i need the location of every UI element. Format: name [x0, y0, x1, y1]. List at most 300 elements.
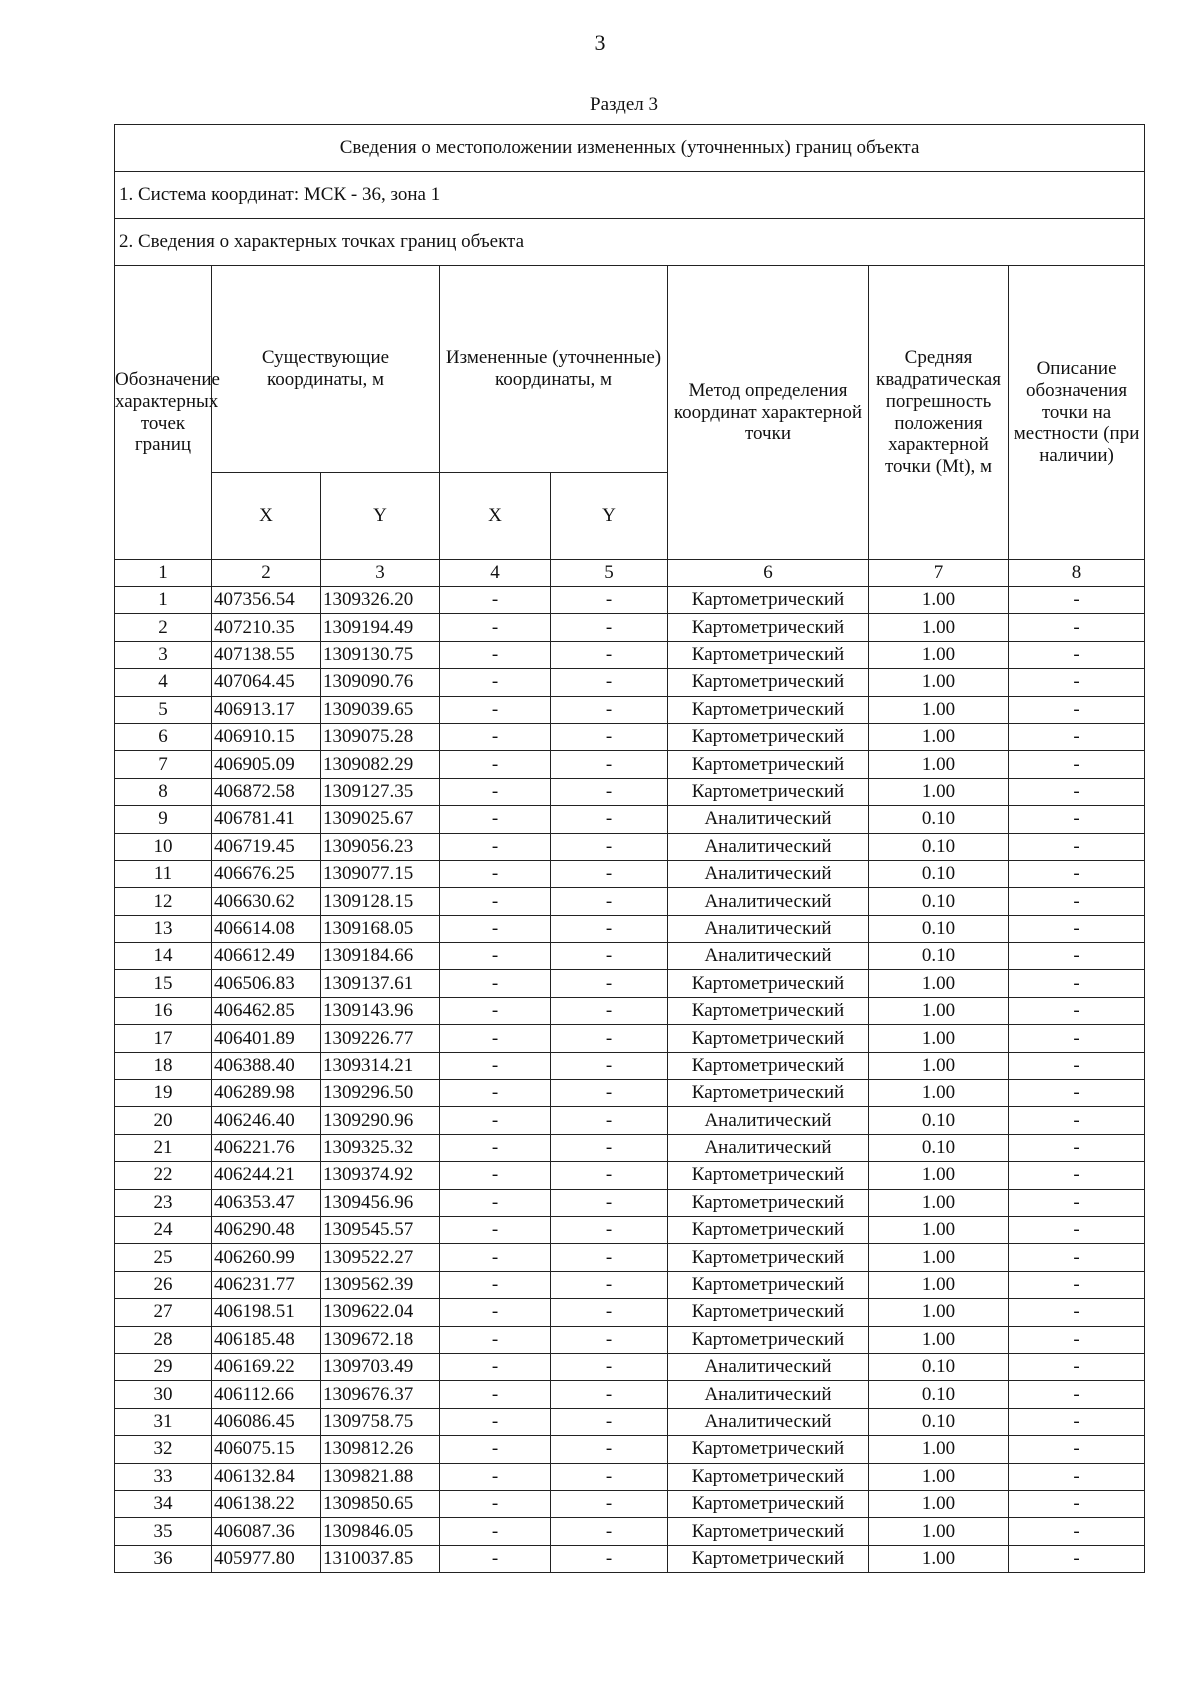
- cell-existing-y: 1309703.49: [321, 1353, 440, 1380]
- cell-changed-x: -: [440, 915, 551, 942]
- cell-existing-x: 406221.76: [212, 1134, 321, 1161]
- cell-changed-x: -: [440, 1107, 551, 1134]
- header-existing-y: Y: [321, 473, 440, 560]
- table-row: [115, 1244, 1145, 1271]
- cell-changed-y: -: [551, 696, 668, 723]
- cell-error-mt: 0.10: [869, 1353, 1009, 1380]
- cell-changed-x: -: [440, 1189, 551, 1216]
- cell-point-number: 2: [115, 614, 212, 641]
- cell-method: Картометрический: [668, 1025, 869, 1052]
- cell-error-mt: 0.10: [869, 860, 1009, 887]
- cell-method: Аналитический: [668, 1134, 869, 1161]
- section-title: Раздел 3: [590, 94, 658, 115]
- cell-error-mt: 1.00: [869, 997, 1009, 1024]
- cell-existing-y: 1309374.92: [321, 1162, 440, 1189]
- cell-existing-y: 1309075.28: [321, 723, 440, 750]
- cell-method: Картометрический: [668, 970, 869, 997]
- column-number: 1: [115, 560, 212, 587]
- table-row: [115, 1052, 1145, 1079]
- cell-changed-y: -: [551, 1436, 668, 1463]
- column-number: 5: [551, 560, 668, 587]
- cell-error-mt: 0.10: [869, 1408, 1009, 1435]
- points-caption: 2. Сведения о характерных точках границ объекта: [115, 219, 1145, 266]
- cell-existing-y: 1309622.04: [321, 1299, 440, 1326]
- table-row: [115, 1436, 1145, 1463]
- cell-existing-y: 1309090.76: [321, 669, 440, 696]
- coord-system-row: [115, 172, 1145, 219]
- cell-error-mt: 1.00: [869, 1545, 1009, 1572]
- table-row: [115, 833, 1145, 860]
- cell-changed-y: -: [551, 943, 668, 970]
- cell-error-mt: 0.10: [869, 833, 1009, 860]
- column-numbers-row: [115, 560, 1145, 587]
- cell-point-number: 6: [115, 723, 212, 750]
- cell-existing-y: 1309314.21: [321, 1052, 440, 1079]
- cell-existing-x: 406169.22: [212, 1353, 321, 1380]
- cell-method: Картометрический: [668, 997, 869, 1024]
- cell-error-mt: 0.10: [869, 943, 1009, 970]
- cell-existing-x: 406872.58: [212, 778, 321, 805]
- cell-description: -: [1009, 915, 1145, 942]
- table-row: [115, 1299, 1145, 1326]
- cell-error-mt: 1.00: [869, 1025, 1009, 1052]
- cell-method: Картометрический: [668, 1463, 869, 1490]
- cell-changed-x: -: [440, 1271, 551, 1298]
- cell-point-number: 27: [115, 1299, 212, 1326]
- cell-changed-x: -: [440, 1052, 551, 1079]
- cell-point-number: 11: [115, 860, 212, 887]
- cell-method: Картометрический: [668, 641, 869, 668]
- cell-error-mt: 1.00: [869, 723, 1009, 750]
- cell-existing-x: 406719.45: [212, 833, 321, 860]
- table-row: [115, 1490, 1145, 1517]
- cell-description: -: [1009, 943, 1145, 970]
- cell-existing-y: 1309128.15: [321, 888, 440, 915]
- cell-description: -: [1009, 833, 1145, 860]
- cell-point-number: 9: [115, 806, 212, 833]
- cell-changed-y: -: [551, 1353, 668, 1380]
- table-row: [115, 1545, 1145, 1572]
- cell-description: -: [1009, 669, 1145, 696]
- cell-changed-x: -: [440, 614, 551, 641]
- table-row: [115, 1162, 1145, 1189]
- cell-method: Аналитический: [668, 915, 869, 942]
- cell-point-number: 35: [115, 1518, 212, 1545]
- cell-changed-y: -: [551, 1463, 668, 1490]
- cell-changed-x: -: [440, 1134, 551, 1161]
- cell-changed-y: -: [551, 1271, 668, 1298]
- table-row: [115, 723, 1145, 750]
- table-row: [115, 1408, 1145, 1435]
- cell-changed-y: -: [551, 997, 668, 1024]
- cell-error-mt: 1.00: [869, 1244, 1009, 1271]
- cell-existing-x: 407210.35: [212, 614, 321, 641]
- table-row: [115, 970, 1145, 997]
- cell-description: -: [1009, 1545, 1145, 1572]
- cell-error-mt: 1.00: [869, 1490, 1009, 1517]
- cell-changed-y: -: [551, 1025, 668, 1052]
- cell-changed-y: -: [551, 1490, 668, 1517]
- cell-description: -: [1009, 587, 1145, 614]
- cell-changed-y: -: [551, 669, 668, 696]
- cell-description: -: [1009, 860, 1145, 887]
- header-existing-x: X: [212, 473, 321, 560]
- cell-error-mt: 0.10: [869, 1381, 1009, 1408]
- cell-point-number: 25: [115, 1244, 212, 1271]
- cell-point-number: 36: [115, 1545, 212, 1572]
- cell-point-number: 7: [115, 751, 212, 778]
- cell-changed-y: -: [551, 1381, 668, 1408]
- cell-description: -: [1009, 1107, 1145, 1134]
- cell-changed-x: -: [440, 833, 551, 860]
- cell-method: Аналитический: [668, 1408, 869, 1435]
- cell-description: -: [1009, 806, 1145, 833]
- cell-point-number: 17: [115, 1025, 212, 1052]
- cell-existing-y: 1309821.88: [321, 1463, 440, 1490]
- cell-changed-x: -: [440, 1518, 551, 1545]
- cell-existing-y: 1310037.85: [321, 1545, 440, 1572]
- table-caption-row: [115, 125, 1145, 172]
- cell-error-mt: 0.10: [869, 1134, 1009, 1161]
- cell-method: Аналитический: [668, 833, 869, 860]
- cell-existing-x: 406614.08: [212, 915, 321, 942]
- cell-existing-y: 1309812.26: [321, 1436, 440, 1463]
- table-row: [115, 1381, 1145, 1408]
- cell-changed-y: -: [551, 1408, 668, 1435]
- cell-method: Картометрический: [668, 1490, 869, 1517]
- cell-existing-x: 406244.21: [212, 1162, 321, 1189]
- cell-changed-x: -: [440, 1353, 551, 1380]
- cell-changed-x: -: [440, 1216, 551, 1243]
- cell-existing-y: 1309758.75: [321, 1408, 440, 1435]
- cell-changed-y: -: [551, 751, 668, 778]
- cell-description: -: [1009, 997, 1145, 1024]
- cell-point-number: 19: [115, 1080, 212, 1107]
- cell-point-number: 32: [115, 1436, 212, 1463]
- cell-existing-y: 1309056.23: [321, 833, 440, 860]
- cell-existing-x: 406676.25: [212, 860, 321, 887]
- cell-existing-x: 405977.80: [212, 1545, 321, 1572]
- header-changed-y: Y: [551, 473, 668, 560]
- cell-existing-y: 1309456.96: [321, 1189, 440, 1216]
- cell-point-number: 28: [115, 1326, 212, 1353]
- cell-changed-y: -: [551, 888, 668, 915]
- cell-error-mt: 1.00: [869, 1271, 1009, 1298]
- cell-existing-x: 406185.48: [212, 1326, 321, 1353]
- cell-point-number: 15: [115, 970, 212, 997]
- cell-changed-x: -: [440, 1381, 551, 1408]
- cell-method: Картометрический: [668, 1326, 869, 1353]
- cell-changed-y: -: [551, 1518, 668, 1545]
- cell-changed-x: -: [440, 723, 551, 750]
- cell-existing-x: 406075.15: [212, 1436, 321, 1463]
- cell-existing-y: 1309082.29: [321, 751, 440, 778]
- table-row: [115, 1080, 1145, 1107]
- cell-existing-x: 406132.84: [212, 1463, 321, 1490]
- column-number: 4: [440, 560, 551, 587]
- cell-changed-x: -: [440, 1326, 551, 1353]
- cell-description: -: [1009, 1080, 1145, 1107]
- cell-description: -: [1009, 614, 1145, 641]
- cell-changed-x: -: [440, 1244, 551, 1271]
- cell-existing-x: 406198.51: [212, 1299, 321, 1326]
- cell-changed-y: -: [551, 614, 668, 641]
- page-number: 3: [594, 30, 606, 55]
- cell-existing-y: 1309184.66: [321, 943, 440, 970]
- table-caption: Сведения о местоположении измененных (уточненных) границ объекта: [115, 125, 1145, 172]
- cell-method: Картометрический: [668, 587, 869, 614]
- cell-description: -: [1009, 1216, 1145, 1243]
- cell-method: Картометрический: [668, 1162, 869, 1189]
- cell-point-number: 26: [115, 1271, 212, 1298]
- cell-changed-x: -: [440, 970, 551, 997]
- cell-point-number: 10: [115, 833, 212, 860]
- cell-description: -: [1009, 1025, 1145, 1052]
- cell-error-mt: 1.00: [869, 1463, 1009, 1490]
- cell-description: -: [1009, 723, 1145, 750]
- cell-method: Картометрический: [668, 778, 869, 805]
- header-changed-coords: Измененные (уточненные) координаты, м: [440, 266, 668, 473]
- cell-changed-y: -: [551, 1244, 668, 1271]
- cell-method: Картометрический: [668, 614, 869, 641]
- cell-existing-x: 406462.85: [212, 997, 321, 1024]
- header-row-top: [115, 266, 1145, 473]
- cell-existing-y: 1309137.61: [321, 970, 440, 997]
- cell-method: Картометрический: [668, 1052, 869, 1079]
- table-row: [115, 1518, 1145, 1545]
- cell-changed-y: -: [551, 1080, 668, 1107]
- cell-existing-x: 406086.45: [212, 1408, 321, 1435]
- table-row: [115, 943, 1145, 970]
- cell-existing-y: 1309325.32: [321, 1134, 440, 1161]
- cell-changed-x: -: [440, 1080, 551, 1107]
- cell-description: -: [1009, 1162, 1145, 1189]
- header-designation: Обозначение характерных точек границ: [115, 266, 212, 560]
- cell-existing-y: 1309077.15: [321, 860, 440, 887]
- cell-method: Аналитический: [668, 943, 869, 970]
- cell-method: Картометрический: [668, 1080, 869, 1107]
- cell-existing-y: 1309850.65: [321, 1490, 440, 1517]
- cell-method: Аналитический: [668, 806, 869, 833]
- cell-existing-y: 1309039.65: [321, 696, 440, 723]
- cell-changed-x: -: [440, 943, 551, 970]
- cell-method: Аналитический: [668, 1353, 869, 1380]
- cell-changed-x: -: [440, 669, 551, 696]
- cell-description: -: [1009, 1381, 1145, 1408]
- column-number: 8: [1009, 560, 1145, 587]
- cell-error-mt: 1.00: [869, 614, 1009, 641]
- cell-error-mt: 1.00: [869, 970, 1009, 997]
- coord-system: 1. Система координат: МСК - 36, зона 1: [115, 172, 1145, 219]
- cell-error-mt: 1.00: [869, 1052, 1009, 1079]
- table-row: [115, 915, 1145, 942]
- cell-existing-x: 406506.83: [212, 970, 321, 997]
- cell-error-mt: 0.10: [869, 888, 1009, 915]
- cell-existing-x: 406138.22: [212, 1490, 321, 1517]
- cell-changed-x: -: [440, 751, 551, 778]
- column-number: 6: [668, 560, 869, 587]
- cell-existing-x: 406781.41: [212, 806, 321, 833]
- cell-method: Аналитический: [668, 888, 869, 915]
- cell-description: -: [1009, 1463, 1145, 1490]
- cell-changed-y: -: [551, 1162, 668, 1189]
- cell-method: Картометрический: [668, 669, 869, 696]
- cell-method: Картометрический: [668, 1271, 869, 1298]
- cell-method: Картометрический: [668, 1216, 869, 1243]
- cell-changed-y: -: [551, 833, 668, 860]
- cell-existing-x: 406260.99: [212, 1244, 321, 1271]
- table-row: [115, 587, 1145, 614]
- cell-error-mt: 1.00: [869, 1299, 1009, 1326]
- cell-existing-x: 407138.55: [212, 641, 321, 668]
- cell-existing-x: 406905.09: [212, 751, 321, 778]
- cell-error-mt: 1.00: [869, 1216, 1009, 1243]
- cell-existing-y: 1309545.57: [321, 1216, 440, 1243]
- cell-existing-y: 1309130.75: [321, 641, 440, 668]
- cell-method: Аналитический: [668, 1107, 869, 1134]
- cell-error-mt: 1.00: [869, 778, 1009, 805]
- cell-error-mt: 1.00: [869, 1326, 1009, 1353]
- cell-changed-x: -: [440, 641, 551, 668]
- cell-method: Картометрический: [668, 1436, 869, 1463]
- table-row: [115, 1463, 1145, 1490]
- cell-error-mt: 1.00: [869, 1080, 1009, 1107]
- cell-changed-y: -: [551, 1189, 668, 1216]
- cell-method: Картометрический: [668, 1244, 869, 1271]
- cell-changed-y: -: [551, 641, 668, 668]
- cell-error-mt: 1.00: [869, 1518, 1009, 1545]
- cell-description: -: [1009, 1436, 1145, 1463]
- table-row: [115, 751, 1145, 778]
- table-row: [115, 614, 1145, 641]
- cell-changed-y: -: [551, 1107, 668, 1134]
- cell-method: Картометрический: [668, 1518, 869, 1545]
- cell-error-mt: 1.00: [869, 696, 1009, 723]
- table-row: [115, 669, 1145, 696]
- cell-existing-x: 406087.36: [212, 1518, 321, 1545]
- cell-point-number: 34: [115, 1490, 212, 1517]
- table-row: [115, 1189, 1145, 1216]
- cell-existing-x: 406246.40: [212, 1107, 321, 1134]
- cell-changed-x: -: [440, 1463, 551, 1490]
- cell-method: Картометрический: [668, 1299, 869, 1326]
- cell-existing-x: 407064.45: [212, 669, 321, 696]
- cell-changed-y: -: [551, 587, 668, 614]
- cell-changed-x: -: [440, 1025, 551, 1052]
- table-row: [115, 860, 1145, 887]
- cell-changed-x: -: [440, 1408, 551, 1435]
- table-row: [115, 1134, 1145, 1161]
- cell-error-mt: 1.00: [869, 669, 1009, 696]
- cell-existing-y: 1309194.49: [321, 614, 440, 641]
- table-row: [115, 888, 1145, 915]
- cell-existing-x: 406401.89: [212, 1025, 321, 1052]
- cell-description: -: [1009, 1326, 1145, 1353]
- cell-changed-x: -: [440, 1299, 551, 1326]
- cell-existing-x: 406388.40: [212, 1052, 321, 1079]
- cell-point-number: 3: [115, 641, 212, 668]
- header-changed-x: X: [440, 473, 551, 560]
- cell-changed-x: -: [440, 860, 551, 887]
- cell-existing-x: 406353.47: [212, 1189, 321, 1216]
- cell-description: -: [1009, 1490, 1145, 1517]
- cell-error-mt: 1.00: [869, 751, 1009, 778]
- cell-point-number: 5: [115, 696, 212, 723]
- cell-changed-x: -: [440, 888, 551, 915]
- cell-changed-y: -: [551, 970, 668, 997]
- cell-existing-y: 1309168.05: [321, 915, 440, 942]
- cell-error-mt: 1.00: [869, 1189, 1009, 1216]
- cell-description: -: [1009, 1052, 1145, 1079]
- table-row: [115, 641, 1145, 668]
- cell-changed-x: -: [440, 1545, 551, 1572]
- cell-point-number: 16: [115, 997, 212, 1024]
- cell-existing-x: 406289.98: [212, 1080, 321, 1107]
- cell-existing-y: 1309522.27: [321, 1244, 440, 1271]
- cell-existing-x: 406612.49: [212, 943, 321, 970]
- cell-existing-y: 1309226.77: [321, 1025, 440, 1052]
- cell-point-number: 22: [115, 1162, 212, 1189]
- cell-method: Картометрический: [668, 1189, 869, 1216]
- cell-description: -: [1009, 1134, 1145, 1161]
- cell-point-number: 8: [115, 778, 212, 805]
- points-caption-row: [115, 219, 1145, 266]
- cell-point-number: 1: [115, 587, 212, 614]
- cell-existing-y: 1309025.67: [321, 806, 440, 833]
- cell-existing-y: 1309127.35: [321, 778, 440, 805]
- boundary-points-table: [114, 124, 1145, 1573]
- cell-description: -: [1009, 778, 1145, 805]
- cell-description: -: [1009, 1518, 1145, 1545]
- column-number: 7: [869, 560, 1009, 587]
- cell-method: Картометрический: [668, 1545, 869, 1572]
- cell-existing-y: 1309846.05: [321, 1518, 440, 1545]
- cell-existing-y: 1309296.50: [321, 1080, 440, 1107]
- cell-changed-y: -: [551, 723, 668, 750]
- cell-changed-x: -: [440, 696, 551, 723]
- cell-description: -: [1009, 1189, 1145, 1216]
- cell-changed-y: -: [551, 806, 668, 833]
- cell-changed-x: -: [440, 587, 551, 614]
- cell-description: -: [1009, 641, 1145, 668]
- cell-changed-y: -: [551, 1299, 668, 1326]
- cell-point-number: 14: [115, 943, 212, 970]
- cell-existing-x: 407356.54: [212, 587, 321, 614]
- cell-point-number: 13: [115, 915, 212, 942]
- cell-point-number: 24: [115, 1216, 212, 1243]
- cell-description: -: [1009, 970, 1145, 997]
- cell-description: -: [1009, 1299, 1145, 1326]
- column-number: 2: [212, 560, 321, 587]
- cell-method: Аналитический: [668, 1381, 869, 1408]
- header-description: Описание обозначения точки на местности (при наличии): [1009, 266, 1145, 560]
- cell-changed-y: -: [551, 1134, 668, 1161]
- cell-existing-y: 1309143.96: [321, 997, 440, 1024]
- table-row: [115, 1326, 1145, 1353]
- cell-changed-x: -: [440, 1436, 551, 1463]
- cell-existing-y: 1309326.20: [321, 587, 440, 614]
- cell-existing-x: 406231.77: [212, 1271, 321, 1298]
- cell-description: -: [1009, 1244, 1145, 1271]
- table-row: [115, 696, 1145, 723]
- cell-point-number: 31: [115, 1408, 212, 1435]
- cell-description: -: [1009, 751, 1145, 778]
- header-error: Средняя квадратическая погрешность положения характерной точки (Mt), м: [869, 266, 1009, 560]
- table-row: [115, 1353, 1145, 1380]
- table-row: [115, 1271, 1145, 1298]
- table-row: [115, 778, 1145, 805]
- cell-error-mt: 0.10: [869, 1107, 1009, 1134]
